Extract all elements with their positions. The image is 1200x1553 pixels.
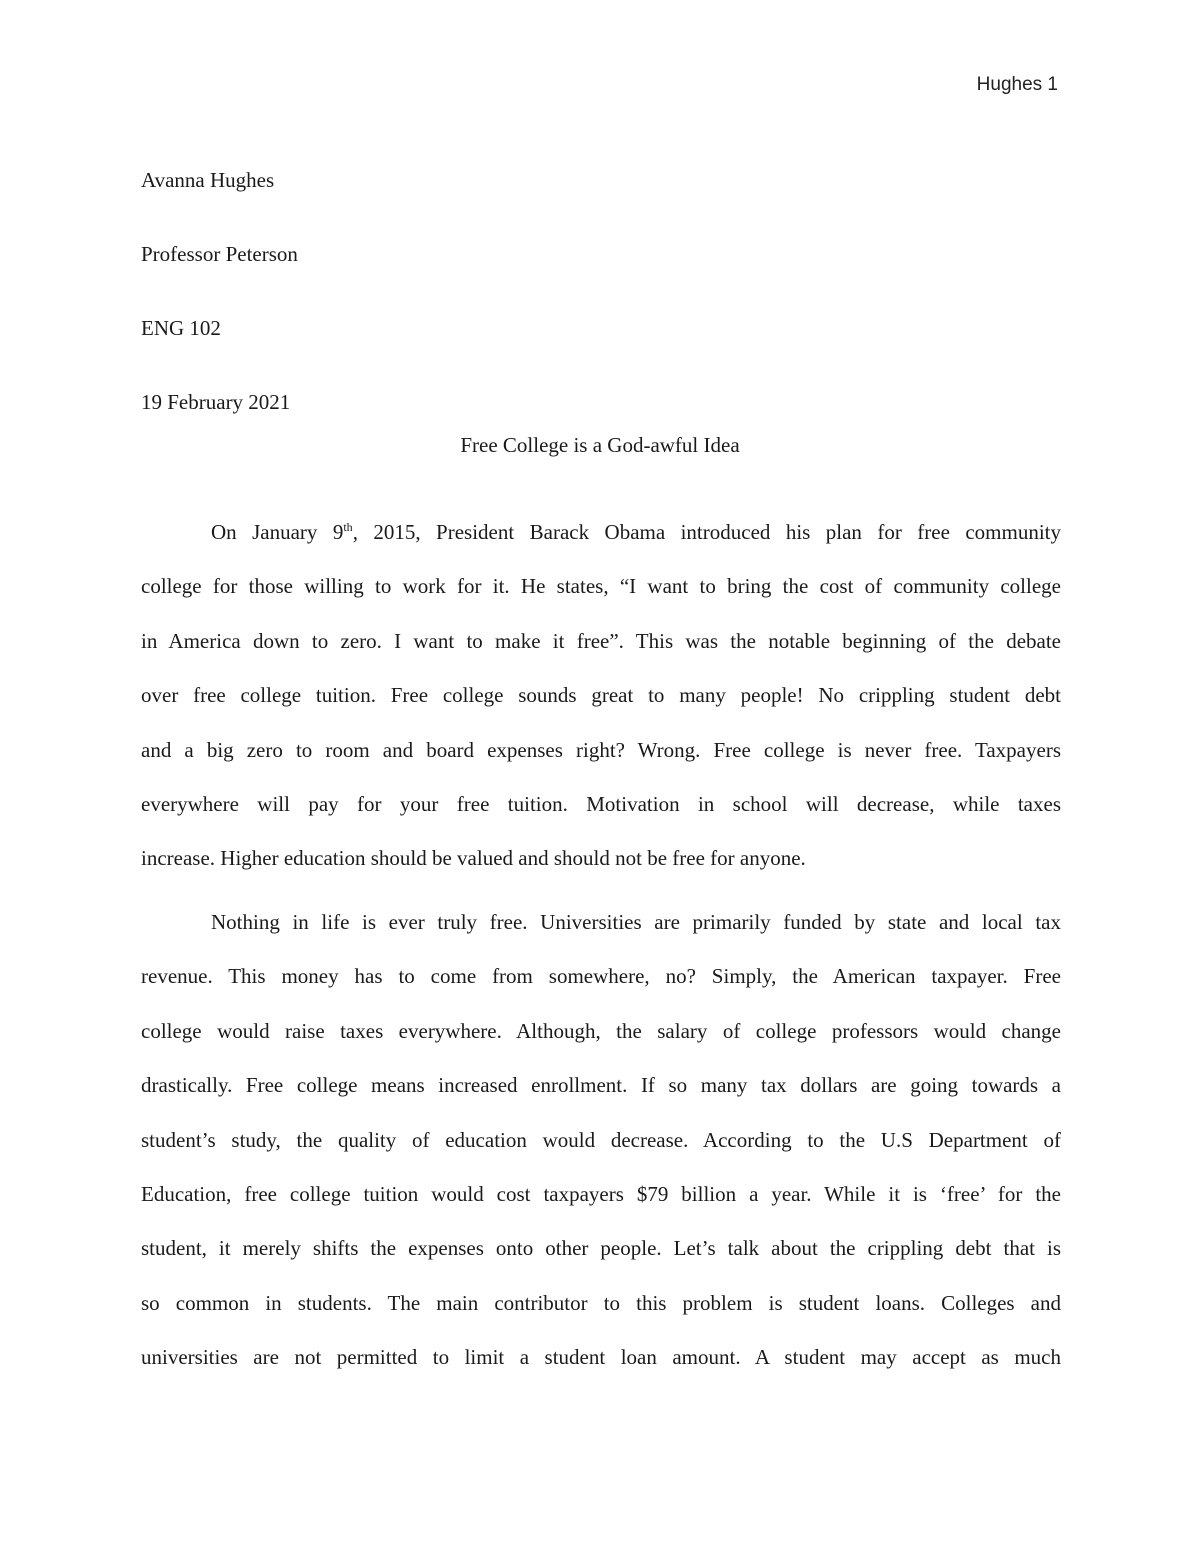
paragraph-line: revenue. This money has to come from somewhere, no? Simply, the American taxpayer. Free: [141, 964, 1061, 989]
paragraph-line: college for those willing to work for it. He states, “I want to bring the cost of community college: [141, 574, 1061, 599]
essay-title: Free College is a God-awful Idea: [460, 433, 740, 457]
instructor-name: Professor Peterson: [141, 242, 298, 266]
paragraph-line: and a big zero to room and board expenses right? Wrong. Free college is never free. Taxpayers: [141, 737, 1061, 762]
paragraph-line: increase. Higher education should be valued and should not be free for anyone.: [141, 846, 806, 871]
superscript: th: [343, 520, 353, 534]
running-head: Hughes 1: [976, 74, 1058, 95]
text-span: On January 9: [211, 520, 344, 544]
paragraph-line: college would raise taxes everywhere. Although, the salary of college professors would change: [141, 1018, 1061, 1043]
paragraph-line: [141, 505, 1061, 559]
paragraph-line: student, it merely shifts the expenses onto other people. Let’s talk about the crippling debt that is: [141, 1236, 1061, 1261]
mla-heading: [141, 143, 1061, 439]
text-span: , 2015, President Barack Obama introduced his plan for free community: [352, 520, 1061, 544]
paragraph-line: universities are not permitted to limit a student loan amount. A student may accept as much: [141, 1345, 1061, 1370]
paragraph-line: drastically. Free college means increased enrollment. If so many tax dollars are going towards a: [141, 1073, 1061, 1098]
course-name: ENG 102: [141, 316, 221, 340]
paragraph-2: [141, 895, 1061, 1385]
paragraph-line: in America down to zero. I want to make it free”. This was the notable beginning of the debate: [141, 628, 1061, 653]
paragraph-line: student’s study, the quality of education would decrease. According to the U.S Department of: [141, 1127, 1061, 1152]
author-name: Avanna Hughes: [141, 168, 275, 192]
paragraph-1: [141, 505, 1061, 886]
paragraph-line: Education, free college tuition would cost taxpayers $79 billion a year. While it is ‘free’ for the: [141, 1181, 1061, 1206]
paragraph-line: so common in students. The main contributor to this problem is student loans. Colleges and: [141, 1290, 1061, 1315]
paragraph-line: Nothing in life is ever truly free. Universities are primarily funded by state and local tax: [211, 910, 1061, 934]
essay-date: 19 February 2021: [141, 390, 291, 414]
paragraph-line: everywhere will pay for your free tuition. Motivation in school will decrease, while taxes: [141, 791, 1061, 816]
paragraph-line: over free college tuition. Free college sounds great to many people! No crippling student debt: [141, 683, 1061, 708]
